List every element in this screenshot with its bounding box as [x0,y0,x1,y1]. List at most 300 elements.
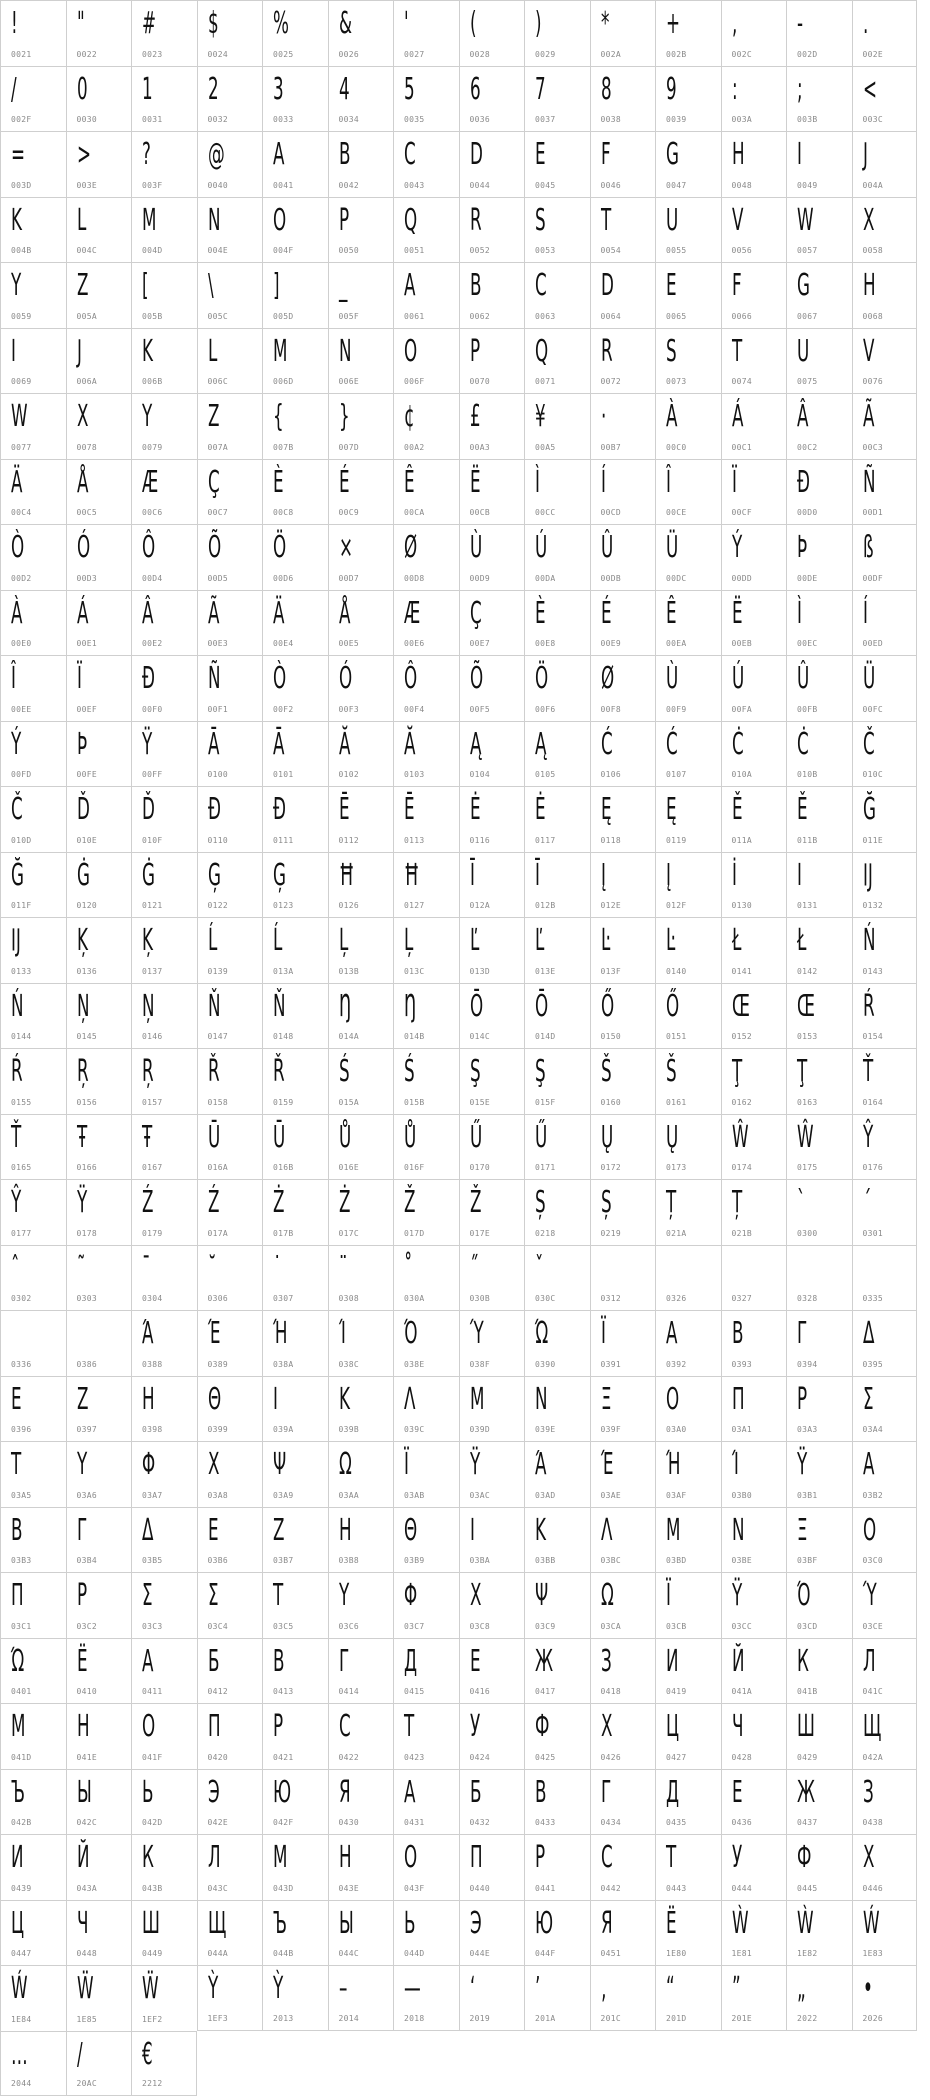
codepoint-label: 0411 [142,1687,163,1696]
codepoint-label: 0177 [11,1228,32,1238]
glyph-cell [590,131,656,197]
codepoint-label: 042C [76,1818,97,1827]
glyph-cell [655,1769,721,1835]
codepoint-label: 041B [797,1687,818,1696]
glyph-cell [66,0,132,66]
codepoint-label: 039D [469,1425,490,1434]
glyph-cell [197,1834,263,1900]
codepoint-label: 0062 [469,311,490,321]
glyph-sample: Þ [76,726,87,762]
glyph-cell [262,66,328,132]
glyph-sample: В [535,1774,547,1810]
glyph-cell [131,1376,197,1442]
codepoint-label: 03A0 [666,1425,687,1434]
codepoint-label: 0059 [11,311,32,321]
glyph-cell [459,721,525,787]
glyph-sample: 6 [469,71,481,107]
glyph-cell [524,1769,590,1835]
codepoint-label: 00D1 [862,508,883,517]
glyph-cell [459,393,525,459]
glyph-sample: Τ [11,1447,22,1482]
glyph-cell [328,1507,394,1573]
glyph-sample: Ё [76,1643,88,1679]
glyph-sample: F [600,137,611,172]
glyph-cell [786,1507,852,1573]
glyph-cell [590,1507,656,1573]
glyph-cell [66,786,132,852]
glyph-cell [131,852,197,918]
glyph-sample: K [11,202,22,238]
glyph-sample: Р [535,1840,546,1875]
glyph-sample: Õ [207,530,221,565]
codepoint-label: 0146 [142,1032,163,1041]
glyph-cell [262,917,328,983]
codepoint-label: 00F4 [404,704,425,714]
glyph-cell [328,1900,394,1966]
glyph-cell [590,590,656,656]
codepoint-label: 0066 [731,311,752,321]
glyph-sample: Ă [404,726,416,762]
glyph-cell [131,1965,197,2031]
glyph-sample: Ś [338,1054,350,1089]
codepoint-label: 006B [142,377,163,386]
glyph-sample: È [535,595,546,631]
codepoint-label: 013C [404,966,425,976]
glyph-sample: Ή [273,1316,288,1351]
glyph-cell [66,262,132,328]
glyph-cell [786,655,852,721]
glyph-sample: Á [731,399,743,434]
glyph-sample: Ί [731,1447,739,1482]
glyph-cell [524,131,590,197]
glyph-sample: Ш [142,1905,160,1941]
glyph-cell [852,393,918,459]
glyph-cell [262,590,328,656]
codepoint-label: 0395 [862,1359,883,1369]
codepoint-label: 0155 [11,1097,32,1107]
glyph-cell [0,393,66,459]
codepoint-label: 013B [338,966,359,976]
codepoint-label: 0127 [404,901,425,910]
glyph-cell [786,1900,852,1966]
glyph-sample: Ï [731,464,737,500]
glyph-cell [66,197,132,263]
glyph-cell [852,1245,918,1311]
codepoint-label: 0178 [76,1228,97,1238]
glyph-cell [131,2031,197,2097]
glyph-cell [524,393,590,459]
codepoint-label: 0451 [600,1949,621,1958]
glyph-cell [328,1310,394,1376]
glyph-cell [524,1965,590,2031]
glyph-cell [524,1245,590,1311]
glyph-sample: Ò [273,661,287,696]
glyph-cell [197,1638,263,1704]
codepoint-label: 2019 [469,2013,490,2023]
codepoint-label: 00F9 [666,704,687,714]
codepoint-label: 003D [11,180,32,190]
glyph-sample: Ρ [76,1578,87,1613]
codepoint-label: 03B0 [731,1490,752,1500]
glyph-sample: Ă [338,726,350,762]
glyph-cell [393,131,459,197]
glyph-sample: S [535,202,546,238]
codepoint-label: 0056 [731,246,752,255]
glyph-cell [721,66,787,132]
glyph-cell [66,1179,132,1245]
codepoint-label: 0389 [207,1359,228,1369]
codepoint-label: 002B [666,49,687,59]
codepoint-label: 0039 [666,115,687,124]
glyph-cell [590,0,656,66]
glyph-cell [0,1507,66,1573]
glyph-sample: A [404,268,416,303]
codepoint-label: 003C [862,115,883,124]
glyph-cell [393,1703,459,1769]
codepoint-label: 004B [11,246,32,255]
glyph-sample: Ñ [862,464,876,500]
glyph-cell [393,721,459,787]
codepoint-label: 00FB [797,704,818,714]
codepoint-label: 03C9 [535,1621,556,1631]
glyph-cell [197,786,263,852]
codepoint-label: 0437 [797,1818,818,1827]
codepoint-label: 03BC [600,1556,621,1565]
codepoint-label: 0165 [11,1163,32,1172]
glyph-cell [590,1310,656,1376]
glyph-cell [0,1572,66,1638]
glyph-cell [131,1834,197,1900]
codepoint-label: 03AD [535,1490,556,1500]
glyph-sample: Ỳ [273,1971,284,2006]
glyph-cell [459,1703,525,1769]
glyph-sample: ¢ [404,399,415,434]
codepoint-label: 03C1 [11,1621,32,1631]
glyph-cell [524,655,590,721]
glyph-cell [852,1310,918,1376]
glyph-sample: Ω [600,1578,614,1613]
codepoint-label: 0171 [535,1163,556,1172]
glyph-cell [328,131,394,197]
glyph-cell [590,393,656,459]
codepoint-label: 0442 [600,1883,621,1893]
codepoint-label: 0154 [862,1032,883,1041]
codepoint-label: 00F5 [469,704,490,714]
glyph-cell [262,1507,328,1573]
codepoint-label: 0043 [404,180,425,190]
glyph-sample: Ę [666,792,677,827]
glyph-cell [0,1834,66,1900]
codepoint-label: 011F [11,901,32,910]
glyph-sample: 0 [76,71,88,107]
glyph-cell [262,393,328,459]
glyph-cell [459,1769,525,1835]
glyph-cell [655,1179,721,1245]
glyph-cell [131,66,197,132]
glyph-sample: 3 [273,71,284,107]
codepoint-label: 011B [797,835,818,845]
codepoint-label: 016A [207,1163,228,1172]
glyph-sample: ! [11,6,18,41]
glyph-cell [459,983,525,1049]
codepoint-label: 014B [404,1032,425,1041]
codepoint-label: 00FE [76,770,97,779]
glyph-cell [655,1441,721,1507]
glyph-cell [197,66,263,132]
glyph-sample: G [797,268,810,303]
codepoint-label: 03A3 [797,1425,818,1434]
codepoint-label: 2018 [404,2013,425,2023]
glyph-sample: Ż [338,1185,350,1220]
glyph-cell [131,459,197,525]
glyph-sample: Ό [404,1316,418,1351]
glyph-sample: Ű [535,1119,548,1155]
codepoint-label: 0166 [76,1163,97,1172]
glyph-cell [655,1572,721,1638]
glyph-sample: Ī [535,857,540,893]
glyph-cell [459,917,525,983]
glyph-cell [590,917,656,983]
codepoint-label: 00F8 [600,704,621,714]
glyph-sample: 2 [207,71,219,107]
glyph-cell [459,328,525,394]
glyph-cell [197,1179,263,1245]
codepoint-label: 005B [142,311,163,321]
codepoint-label: 2044 [11,2079,32,2088]
codepoint-label: 015A [338,1097,359,1107]
codepoint-label: 00E1 [76,639,97,648]
glyph-sample: H [862,268,876,303]
codepoint-label: 004C [76,246,97,255]
glyph-cell [0,66,66,132]
glyph-sample: Ẅ [76,1971,94,2006]
glyph-cell [459,131,525,197]
codepoint-label: 03B1 [797,1490,818,1500]
glyph-cell [66,1048,132,1114]
glyph-sample: Ϋ [797,1447,808,1482]
glyph-cell [0,1900,66,1966]
glyph-sample: Ẁ [797,1905,814,1941]
codepoint-label: 0131 [797,901,818,910]
codepoint-label: 0036 [469,115,490,124]
glyph-sample: Ī [469,857,475,893]
glyph-cell [721,1048,787,1114]
glyph-cell [0,1965,66,2031]
glyph-cell [0,590,66,656]
glyph-sample: 7 [535,71,546,107]
glyph-cell [66,131,132,197]
glyph-sample: İ [731,857,737,893]
glyph-sample: Δ [142,1512,154,1548]
glyph-cell [852,131,918,197]
glyph-cell [655,1638,721,1704]
glyph-cell [66,1834,132,1900]
glyph-cell [852,0,918,66]
codepoint-label: 00DF [862,573,883,583]
glyph-cell [655,983,721,1049]
codepoint-label: 0075 [797,377,818,386]
glyph-cell [328,1965,394,2031]
codepoint-label: 0144 [11,1032,32,1041]
glyph-sample: Э [469,1905,482,1941]
codepoint-label: 0044 [469,180,490,190]
glyph-sample: H [731,137,745,172]
glyph-sample: U [666,202,679,238]
glyph-sample: З [600,1643,612,1679]
codepoint-label: 00D8 [404,573,425,583]
codepoint-label: 0446 [862,1883,883,1893]
codepoint-label: 006E [338,377,359,386]
glyph-cell [590,328,656,394]
glyph-cell [131,1114,197,1180]
glyph-sample: ` [797,1185,806,1220]
codepoint-label: 0140 [666,966,687,976]
codepoint-label: 0107 [666,770,687,779]
glyph-sample: 5 [404,71,415,107]
codepoint-label: 0057 [797,246,818,255]
glyph-sample: Э [207,1774,220,1810]
codepoint-label: 0143 [862,966,883,976]
glyph-sample: Í [862,595,868,631]
glyph-sample: Ŷ [862,1119,873,1155]
glyph-cell [393,328,459,394]
codepoint-label: 0033 [273,115,294,124]
glyph-cell [721,1179,787,1245]
codepoint-label: 041D [11,1752,32,1762]
glyph-cell [524,1179,590,1245]
codepoint-label: 0392 [666,1359,687,1369]
glyph-cell [721,328,787,394]
glyph-sample: Т [666,1840,677,1875]
glyph-sample: S [666,333,677,369]
codepoint-label: 00CA [404,508,425,517]
glyph-sample: ¨ [338,1250,347,1286]
codepoint-label: 012E [600,901,621,910]
glyph-sample: Ħ [338,857,354,893]
codepoint-label: 0416 [469,1687,490,1696]
codepoint-label: 002A [600,49,621,59]
codepoint-label: 0133 [11,966,32,976]
glyph-cell [852,590,918,656]
codepoint-label: 017C [338,1228,359,1238]
glyph-sample: Š [600,1054,612,1089]
glyph-cell [721,852,787,918]
glyph-cell [393,917,459,983]
glyph-sample: Ή [666,1447,681,1482]
glyph-sample: Ά [142,1316,154,1351]
glyph-sample: Р [273,1709,284,1744]
codepoint-label: 03B7 [273,1556,294,1565]
glyph-sample: Û [797,661,810,696]
codepoint-label: 1E83 [862,1949,883,1958]
codepoint-label: 00CB [469,508,490,517]
codepoint-label: 030C [535,1294,556,1303]
glyph-sample: С [600,1840,613,1875]
glyph-sample: К [797,1643,809,1679]
glyph-sample: Î [11,661,16,696]
glyph-cell [721,1703,787,1769]
codepoint-label: 0074 [731,377,752,386]
codepoint-label: 043B [142,1883,163,1893]
glyph-cell [393,1114,459,1180]
codepoint-label: 043C [207,1883,228,1893]
codepoint-label: 011A [731,835,752,845]
codepoint-label: 03A9 [273,1490,294,1500]
codepoint-label: 00F0 [142,704,163,714]
glyph-cell [393,197,459,263]
codepoint-label: 041A [731,1687,752,1696]
codepoint-label: 03A4 [862,1425,883,1434]
glyph-cell [0,655,66,721]
glyph-sample: Ō [535,988,549,1024]
codepoint-label: 0444 [731,1883,752,1893]
codepoint-label: 00FD [11,770,32,779]
codepoint-label: 00A2 [404,442,425,452]
codepoint-label: 03CE [862,1621,883,1631]
glyph-sample: Ç [207,464,220,500]
codepoint-label: 201E [731,2013,752,2023]
codepoint-label: 017E [469,1228,490,1238]
codepoint-label: 002C [731,49,752,59]
glyph-cell [852,721,918,787]
glyph-sample: – [338,1971,347,2006]
glyph-sample: Ť [11,1119,22,1155]
codepoint-label: 00EF [76,704,97,714]
codepoint-label: 0061 [404,311,425,321]
glyph-sample: Ŕ [862,988,875,1024]
glyph-cell [328,0,394,66]
glyph-cell [459,1507,525,1573]
glyph-cell [66,1769,132,1835]
glyph-cell [197,1114,263,1180]
glyph-sample: Ë [469,464,481,500]
codepoint-label: 0122 [207,901,228,910]
glyph-cell [328,197,394,263]
glyph-cell [197,1048,263,1114]
glyph-cell [721,0,787,66]
glyph-sample: Ú [535,530,548,565]
glyph-cell [721,1965,787,2031]
glyph-cell [852,1769,918,1835]
glyph-sample: O [273,202,287,238]
glyph-sample: [ [142,268,149,303]
glyph-cell [786,983,852,1049]
glyph-sample: ) [535,6,542,41]
glyph-sample: Q [404,202,418,238]
glyph-sample: ‚ [600,1971,606,2006]
codepoint-label: 0145 [76,1032,97,1041]
codepoint-label: 0170 [469,1163,490,1172]
codepoint-label: 00D0 [797,508,818,517]
glyph-sample: Ġ [76,857,90,893]
glyph-cell [852,262,918,328]
glyph-cell [0,131,66,197]
glyph-sample: Ň [273,988,286,1024]
codepoint-label: 03C7 [404,1621,425,1631]
glyph-sample: ˘ [207,1250,216,1286]
codepoint-label: 00DC [666,573,687,583]
codepoint-label: 0038 [600,115,621,124]
glyph-sample: Î [666,464,671,500]
glyph-cell [0,524,66,590]
codepoint-label: 0121 [142,901,163,910]
glyph-cell [131,917,197,983]
glyph-sample: … [11,2036,28,2072]
glyph-cell [852,1965,918,2031]
glyph-sample: ´ [862,1185,871,1220]
glyph-cell [852,328,918,394]
glyph-sample: Ä [273,595,285,631]
